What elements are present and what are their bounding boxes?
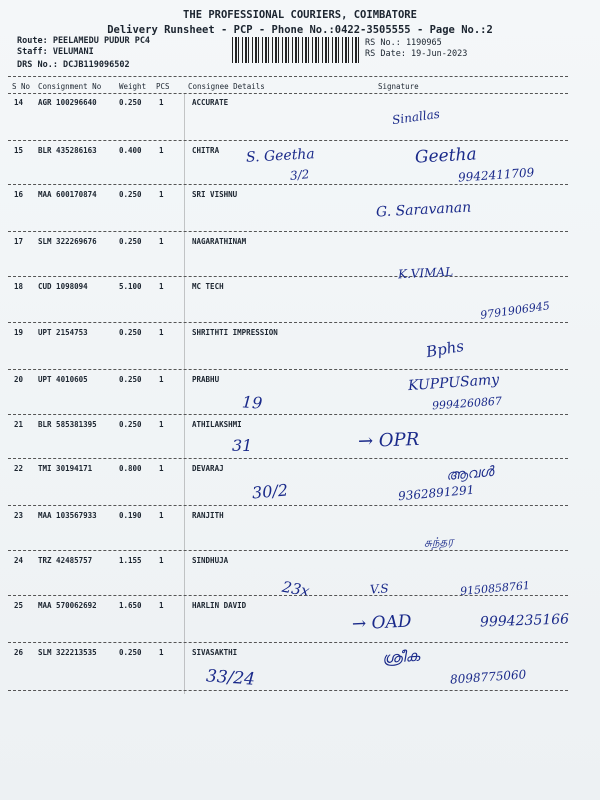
col-header-signature: Signature bbox=[378, 82, 419, 91]
handwritten-signature: 8098775060 bbox=[449, 667, 527, 687]
company-title: THE PROFESSIONAL COURIERS, COIMBATORE bbox=[183, 9, 417, 21]
row-pcs: 1 bbox=[159, 511, 164, 520]
handwritten-signature: 31 bbox=[232, 436, 253, 455]
row-divider bbox=[8, 458, 568, 459]
row-sno: 17 bbox=[14, 237, 24, 246]
handwritten-signature: 33/24 bbox=[205, 666, 256, 690]
row-sno: 14 bbox=[14, 98, 24, 107]
drs-number: DRS No.: DCJB119096502 bbox=[17, 60, 130, 70]
row-pcs: 1 bbox=[159, 375, 164, 384]
row-divider bbox=[8, 642, 568, 643]
col-header-pcs: PCS bbox=[156, 82, 170, 91]
rs-number: RS No.: 1190965 bbox=[365, 38, 442, 48]
row-sno: 20 bbox=[14, 375, 24, 384]
handwritten-signature: V.S bbox=[369, 581, 390, 597]
row-consignment-no: SLM 322269676 bbox=[38, 237, 97, 246]
row-consignee: SIVASAKTHI bbox=[192, 648, 238, 657]
row-sno: 26 bbox=[14, 648, 24, 657]
row-divider bbox=[8, 690, 568, 691]
handwritten-signature: 9791906945 bbox=[479, 299, 551, 322]
barcode-image bbox=[232, 37, 360, 63]
row-consignee: SINDHUJA bbox=[192, 556, 229, 565]
handwritten-signature: K.VIMAL bbox=[397, 264, 454, 282]
row-consignee: SHRITHTI IMPRESSION bbox=[192, 328, 278, 337]
row-consignee: PRABHU bbox=[192, 375, 220, 384]
header-divider bbox=[8, 76, 568, 77]
row-divider bbox=[8, 369, 568, 370]
handwritten-signature: 30/2 bbox=[251, 480, 289, 503]
col-header-sno: S No bbox=[12, 82, 31, 91]
row-pcs: 1 bbox=[159, 648, 164, 657]
row-consignee: RANJITH bbox=[192, 511, 224, 520]
handwritten-signature: 3/2 bbox=[289, 167, 310, 183]
row-pcs: 1 bbox=[159, 464, 164, 473]
row-pcs: 1 bbox=[159, 420, 164, 429]
row-weight: 0.250 bbox=[119, 375, 142, 384]
row-consignee: NAGARATHINAM bbox=[192, 237, 247, 246]
row-weight: 0.250 bbox=[119, 420, 142, 429]
row-pcs: 1 bbox=[159, 556, 164, 565]
handwritten-signature: 19 bbox=[241, 392, 263, 413]
row-divider bbox=[8, 231, 568, 232]
table-header-divider bbox=[8, 93, 568, 94]
row-consignment-no: TMI 30194171 bbox=[38, 464, 93, 473]
handwritten-signature: G. Saravanan bbox=[375, 199, 472, 221]
row-pcs: 1 bbox=[159, 601, 164, 610]
row-sno: 19 bbox=[14, 328, 24, 337]
row-consignee: HARLIN DAVID bbox=[192, 601, 247, 610]
row-consignment-no: MAA 103567933 bbox=[38, 511, 97, 520]
runsheet-subtitle: Delivery Runsheet - PCP - Phone No.:0422-3505555 - Page No.:2 bbox=[107, 24, 493, 36]
row-pcs: 1 bbox=[159, 146, 164, 155]
handwritten-signature: S. Geetha bbox=[245, 146, 316, 166]
row-consignee: ACCURATE bbox=[192, 98, 229, 107]
row-divider bbox=[8, 140, 568, 141]
row-sno: 24 bbox=[14, 556, 24, 565]
row-consignment-no: BLR 585381395 bbox=[38, 420, 97, 429]
row-weight: 1.650 bbox=[119, 601, 142, 610]
row-sno: 16 bbox=[14, 190, 24, 199]
row-pcs: 1 bbox=[159, 98, 164, 107]
row-pcs: 1 bbox=[159, 190, 164, 199]
row-weight: 0.400 bbox=[119, 146, 142, 155]
handwritten-signature: 9362891291 bbox=[397, 482, 475, 504]
row-consignee: SRI VISHNU bbox=[192, 190, 238, 199]
handwritten-signature: ആവൾ bbox=[445, 463, 495, 485]
row-divider bbox=[8, 414, 568, 415]
rs-date: RS Date: 19-Jun-2023 bbox=[365, 49, 468, 59]
row-pcs: 1 bbox=[159, 237, 164, 246]
row-sno: 25 bbox=[14, 601, 24, 610]
handwritten-signature: Sinallas bbox=[391, 106, 441, 128]
row-consignment-no: UPT 4010605 bbox=[38, 375, 88, 384]
row-consignee: MC TECH bbox=[192, 282, 224, 291]
handwritten-signature: → OPR bbox=[357, 428, 420, 453]
row-divider bbox=[8, 505, 568, 506]
route-label: Route: PEELAMEDU PUDUR PC4 bbox=[17, 36, 151, 46]
handwritten-signature: 9150858761 bbox=[459, 578, 531, 599]
row-consignee: DEVARAJ bbox=[192, 464, 224, 473]
handwritten-signature: Geetha bbox=[414, 144, 478, 168]
row-weight: 0.250 bbox=[119, 648, 142, 657]
row-consignment-no: MAA 600170874 bbox=[38, 190, 97, 199]
row-weight: 0.250 bbox=[119, 328, 142, 337]
row-consignment-no: MAA 570062692 bbox=[38, 601, 97, 610]
row-consignee: ATHILAKSHMI bbox=[192, 420, 242, 429]
row-sno: 15 bbox=[14, 146, 24, 155]
row-divider bbox=[8, 595, 568, 596]
row-consignment-no: BLR 435286163 bbox=[38, 146, 97, 155]
handwritten-signature: ശ്രീക bbox=[381, 646, 421, 668]
row-weight: 0.250 bbox=[119, 98, 142, 107]
row-divider bbox=[8, 550, 568, 551]
col-header-consignment: Consignment No bbox=[38, 82, 102, 91]
row-sno: 18 bbox=[14, 282, 24, 291]
row-weight: 0.800 bbox=[119, 464, 142, 473]
col-header-weight: Weight bbox=[119, 82, 147, 91]
handwritten-signature: 9942411709 bbox=[457, 165, 535, 185]
handwritten-signature: 23x bbox=[280, 577, 311, 601]
row-consignment-no: AGR 100296640 bbox=[38, 98, 97, 107]
row-pcs: 1 bbox=[159, 328, 164, 337]
row-consignment-no: SLM 322213535 bbox=[38, 648, 97, 657]
row-weight: 0.250 bbox=[119, 190, 142, 199]
row-divider bbox=[8, 322, 568, 323]
col-header-consignee: Consignee Details bbox=[188, 82, 265, 91]
row-consignment-no: UPT 2154753 bbox=[38, 328, 88, 337]
staff-label: Staff: VELUMANI bbox=[17, 47, 94, 57]
row-weight: 0.250 bbox=[119, 237, 142, 246]
handwritten-signature: Bphs bbox=[424, 336, 466, 362]
row-sno: 21 bbox=[14, 420, 24, 429]
row-consignment-no: TRZ 42485757 bbox=[38, 556, 93, 565]
handwritten-signature: → OAD bbox=[351, 611, 412, 635]
row-weight: 5.100 bbox=[119, 282, 142, 291]
row-consignee: CHITRA bbox=[192, 146, 220, 155]
handwritten-signature: சுந்தர bbox=[423, 534, 454, 550]
row-pcs: 1 bbox=[159, 282, 164, 291]
row-divider bbox=[8, 184, 568, 185]
handwritten-signature: KUPPUSamy bbox=[407, 371, 500, 395]
handwritten-signature: 9994260867 bbox=[431, 394, 503, 413]
row-consignment-no: CUD 1098094 bbox=[38, 282, 88, 291]
row-sno: 23 bbox=[14, 511, 24, 520]
handwritten-signature: 9994235166 bbox=[479, 611, 570, 631]
row-weight: 1.155 bbox=[119, 556, 142, 565]
row-divider bbox=[8, 276, 568, 277]
row-sno: 22 bbox=[14, 464, 24, 473]
row-weight: 0.190 bbox=[119, 511, 142, 520]
